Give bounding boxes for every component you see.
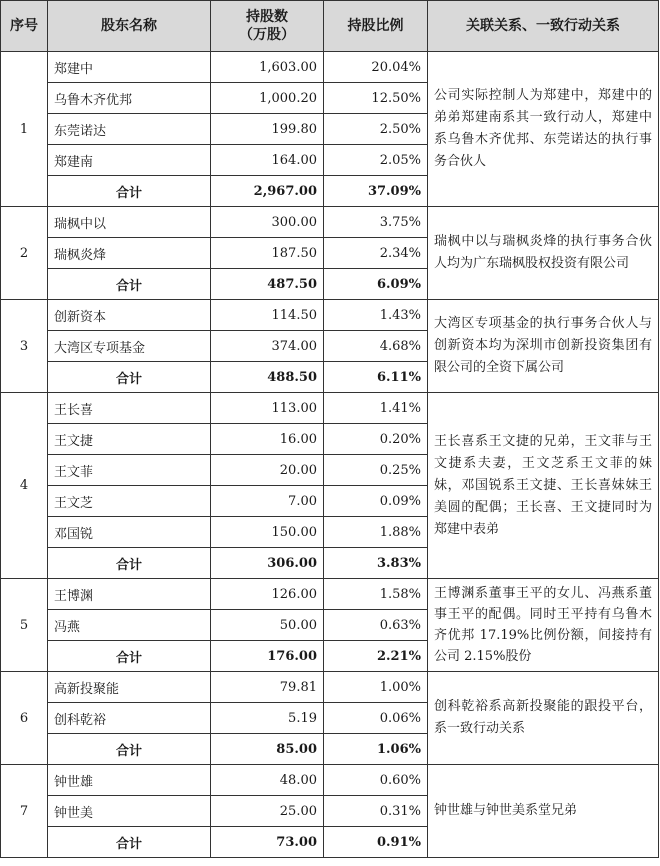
header-shares-line1: 持股数: [246, 9, 288, 25]
shareholder-name: 大湾区专项基金: [48, 331, 211, 362]
shareholder-name: 瑞枫炎烽: [48, 238, 211, 269]
shares-value: 50.00: [211, 610, 324, 641]
shareholder-name: 王长喜: [48, 393, 211, 424]
relation-text: 钟世雄与钟世美系堂兄弟: [428, 765, 659, 858]
subtotal-label: 合计: [48, 827, 211, 858]
shareholder-name: 高新投聚能: [48, 672, 211, 703]
shareholder-name: 创科乾裕: [48, 703, 211, 734]
shares-value: 199.80: [211, 114, 324, 145]
relation-text: 创科乾裕系高新投聚能的跟投平台，系一致行动关系: [428, 672, 659, 765]
subtotal-shares: 306.00: [211, 548, 324, 579]
shareholder-name: 冯燕: [48, 610, 211, 641]
group-seq: 7: [1, 765, 48, 858]
header-shares-line2: （万股）: [239, 27, 295, 43]
table-row: [1, 579, 659, 610]
ratio-value: 1.88%: [324, 517, 428, 548]
subtotal-shares: 488.50: [211, 362, 324, 393]
table-body: [1, 52, 659, 858]
subtotal-label: 合计: [48, 269, 211, 300]
shares-value: 79.81: [211, 672, 324, 703]
shares-value: 25.00: [211, 796, 324, 827]
group-seq: 4: [1, 393, 48, 579]
ratio-value: 0.25%: [324, 455, 428, 486]
shares-value: 187.50: [211, 238, 324, 269]
ratio-value: 0.20%: [324, 424, 428, 455]
shares-value: 374.00: [211, 331, 324, 362]
ratio-value: 20.04%: [324, 52, 428, 83]
shareholder-name: 钟世美: [48, 796, 211, 827]
header-ratio: 持股比例: [324, 1, 428, 52]
ratio-value: 12.50%: [324, 83, 428, 114]
shareholder-name: 王文芝: [48, 486, 211, 517]
group-seq: 3: [1, 300, 48, 393]
shares-value: 5.19: [211, 703, 324, 734]
table-row: [1, 393, 659, 424]
ratio-value: 1.43%: [324, 300, 428, 331]
group-seq: 1: [1, 52, 48, 207]
group-seq: 5: [1, 579, 48, 672]
shares-value: 48.00: [211, 765, 324, 796]
shareholder-name: 创新资本: [48, 300, 211, 331]
shares-value: 7.00: [211, 486, 324, 517]
shareholder-name: 瑞枫中以: [48, 207, 211, 238]
shareholder-name: 东莞诺达: [48, 114, 211, 145]
ratio-value: 0.09%: [324, 486, 428, 517]
ratio-value: 0.06%: [324, 703, 428, 734]
relation-text: 瑞枫中以与瑞枫炎烽的执行事务合伙人均为广东瑞枫股权投资有限公司: [428, 207, 659, 300]
shares-value: 300.00: [211, 207, 324, 238]
header-name: 股东名称: [48, 1, 211, 52]
subtotal-shares: 2,967.00: [211, 176, 324, 207]
relation-text: 王博渊系董事王平的女儿、冯燕系董事王平的配偶。同时王平持有乌鲁木齐优邦 17.19%比例份额，间接持有公司 2.15%股份: [428, 579, 659, 672]
subtotal-ratio: 37.09%: [324, 176, 428, 207]
shareholder-name: 王文捷: [48, 424, 211, 455]
subtotal-label: 合计: [48, 176, 211, 207]
subtotal-shares: 176.00: [211, 641, 324, 672]
subtotal-label: 合计: [48, 548, 211, 579]
shareholder-name: 钟世雄: [48, 765, 211, 796]
shares-value: 16.00: [211, 424, 324, 455]
ratio-value: 2.05%: [324, 145, 428, 176]
table-row: [1, 207, 659, 238]
subtotal-ratio: 3.83%: [324, 548, 428, 579]
ratio-value: 4.68%: [324, 331, 428, 362]
table-row: [1, 300, 659, 331]
subtotal-shares: 85.00: [211, 734, 324, 765]
subtotal-label: 合计: [48, 734, 211, 765]
group-seq: 2: [1, 207, 48, 300]
relation-text: 王长喜系王文捷的兄弟，王文菲与王文捷系夫妻，王文芝系王文菲的妹妹，邓国锐系王文捷、王长喜妹妹王美圆的配偶；王长喜、王文捷同时为郑建中表弟: [428, 393, 659, 579]
subtotal-ratio: 0.91%: [324, 827, 428, 858]
shares-value: 150.00: [211, 517, 324, 548]
subtotal-ratio: 2.21%: [324, 641, 428, 672]
ratio-value: 2.50%: [324, 114, 428, 145]
ratio-value: 0.31%: [324, 796, 428, 827]
subtotal-shares: 487.50: [211, 269, 324, 300]
table-row: [1, 52, 659, 83]
shares-value: 164.00: [211, 145, 324, 176]
ratio-value: 1.58%: [324, 579, 428, 610]
ratio-value: 2.34%: [324, 238, 428, 269]
header-shares: [211, 1, 324, 52]
header-seq: 序号: [1, 1, 48, 52]
subtotal-shares: 73.00: [211, 827, 324, 858]
ratio-value: 0.63%: [324, 610, 428, 641]
shareholder-name: 乌鲁木齐优邦: [48, 83, 211, 114]
shares-value: 113.00: [211, 393, 324, 424]
table-row: [1, 765, 659, 796]
shares-value: 126.00: [211, 579, 324, 610]
subtotal-ratio: 1.06%: [324, 734, 428, 765]
shareholder-name: 王博渊: [48, 579, 211, 610]
subtotal-label: 合计: [48, 362, 211, 393]
ratio-value: 1.41%: [324, 393, 428, 424]
table-row: [1, 672, 659, 703]
shareholder-name: 邓国锐: [48, 517, 211, 548]
subtotal-label: 合计: [48, 641, 211, 672]
group-seq: 6: [1, 672, 48, 765]
shareholder-name: 王文菲: [48, 455, 211, 486]
header-row: [1, 1, 659, 52]
shares-value: 114.50: [211, 300, 324, 331]
ratio-value: 3.75%: [324, 207, 428, 238]
shareholder-name: 郑建南: [48, 145, 211, 176]
ratio-value: 1.00%: [324, 672, 428, 703]
shares-value: 1,603.00: [211, 52, 324, 83]
subtotal-ratio: 6.09%: [324, 269, 428, 300]
header-relation: 关联关系、一致行动关系: [428, 1, 659, 52]
shares-value: 1,000.20: [211, 83, 324, 114]
shareholder-name: 郑建中: [48, 52, 211, 83]
relation-text: 公司实际控制人为郑建中，郑建中的弟弟郑建南系其一致行动人，郑建中系乌鲁木齐优邦、东莞诺达的执行事务合伙人: [428, 52, 659, 207]
shares-value: 20.00: [211, 455, 324, 486]
relation-text: 大湾区专项基金的执行事务合伙人与创新资本均为深圳市创新投资集团有限公司的全资下属公司: [428, 300, 659, 393]
subtotal-ratio: 6.11%: [324, 362, 428, 393]
ratio-value: 0.60%: [324, 765, 428, 796]
